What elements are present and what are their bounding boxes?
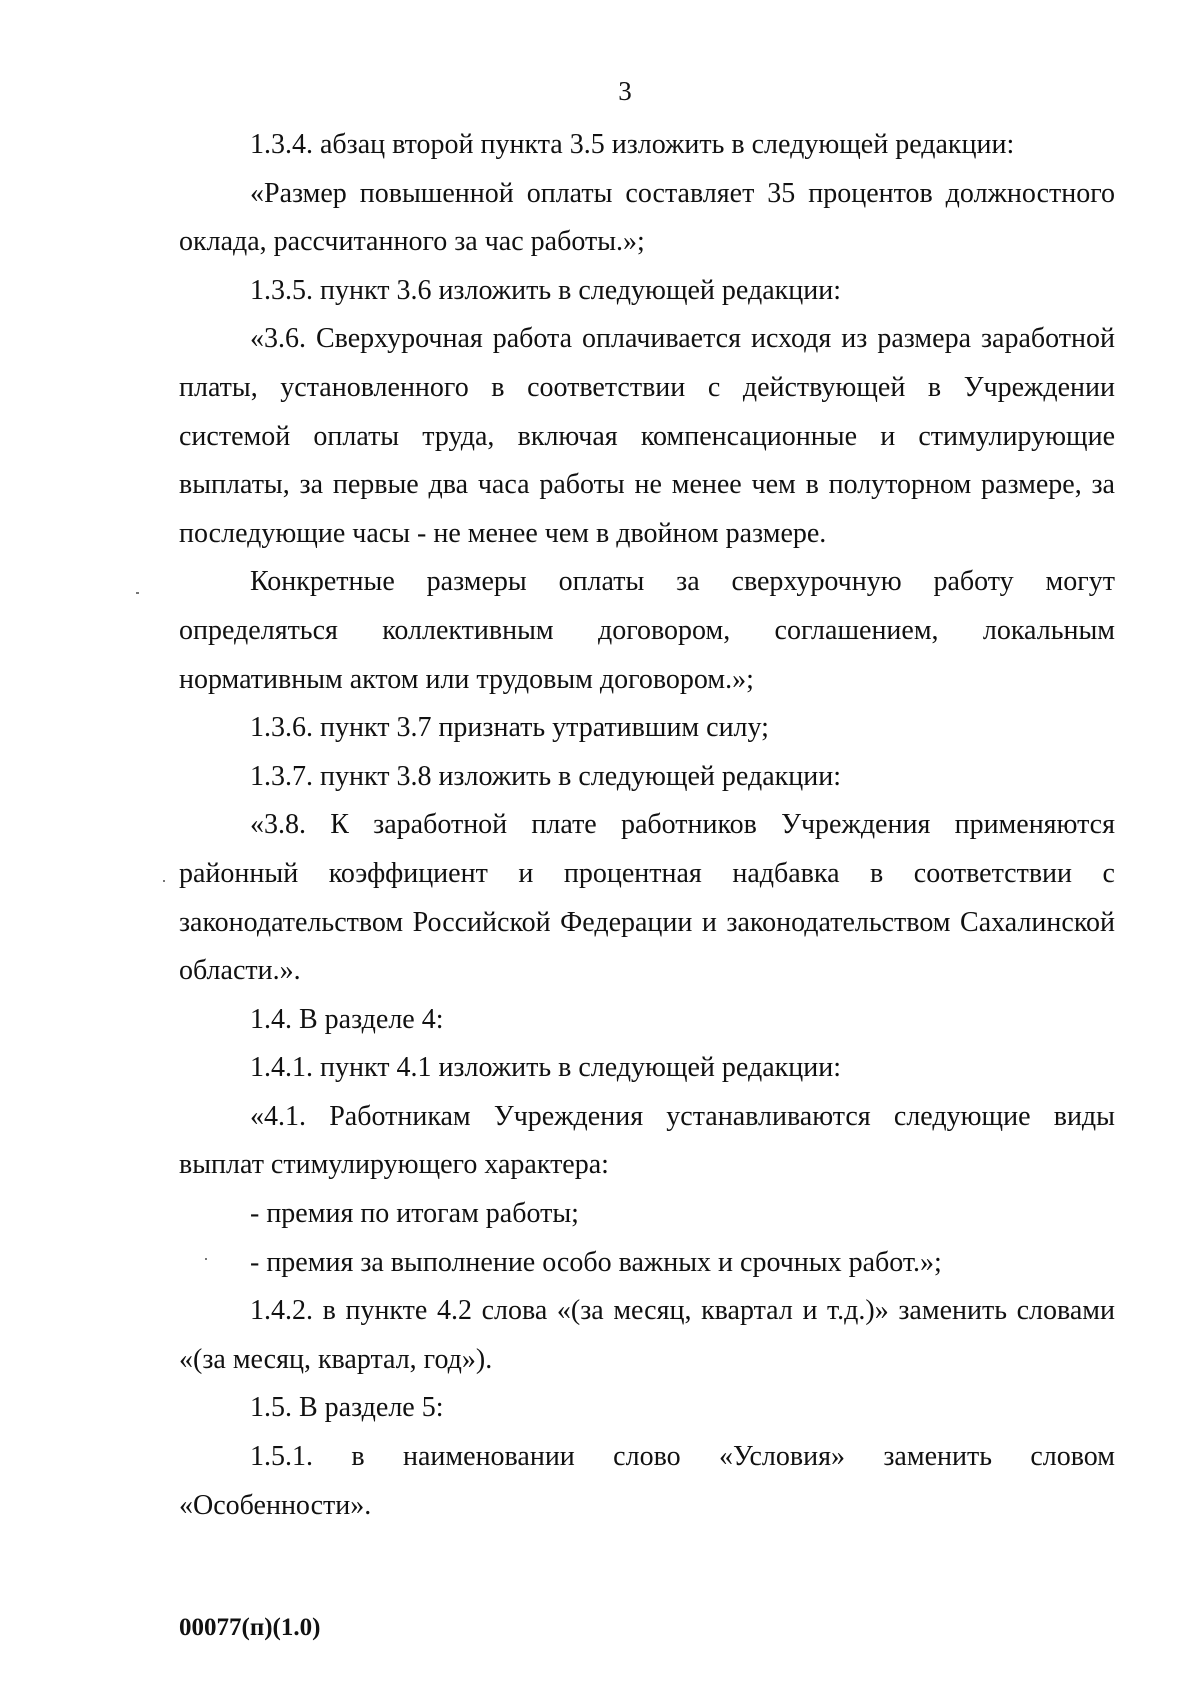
paragraph-1-3-4: 1.3.4. абзац второй пункта 3.5 изложить в следующей редакции: bbox=[250, 129, 1015, 160]
paragraph-specific-rates: Конкретные размеры оплаты за сверхурочную работу могут определяться коллективным договором, соглашением, локальным нормативным актом или трудовым договором.»; bbox=[179, 566, 1115, 695]
paragraph-1-4-2: 1.4.2. в пункте 4.2 слова «(за месяц, квартал и т.д.)» заменить словами «(за месяц, квартал, год»). bbox=[179, 1295, 1115, 1375]
paragraph-1-5-1: 1.5.1. в наименовании слово «Условия» заменить словом «Особенности». bbox=[179, 1441, 1115, 1521]
paragraph-1-3-5: 1.3.5. пункт 3.6 изложить в следующей редакции: bbox=[250, 274, 841, 306]
list-item-bonus-results: - премия по итогам работы; bbox=[250, 1198, 579, 1230]
paragraph-1-4-1: 1.4.1. пункт 4.1 изложить в следующей редакции: bbox=[250, 1052, 841, 1084]
document-body bbox=[179, 121, 1115, 1530]
paragraph-1-3-6: 1.3.6. пункт 3.7 признать утратившим силу; bbox=[250, 712, 769, 744]
page-number: 3 bbox=[618, 76, 632, 106]
paragraph-1-4: 1.4. В разделе 4: bbox=[250, 1003, 444, 1035]
paragraph-quote-3-8: «3.8. К заработной плате работников Учреждения применяются районный коэффициент и процентная надбавка в соответствии с законодательством Российской Федерации и законодательством Сахалинской области.». bbox=[179, 809, 1115, 987]
scan-speck bbox=[163, 880, 165, 882]
scan-speck bbox=[136, 592, 139, 594]
document-code: 00077(п)(1.0) bbox=[179, 1614, 321, 1641]
scan-speck bbox=[205, 1258, 207, 1260]
paragraph-1-5: 1.5. В разделе 5: bbox=[250, 1392, 444, 1424]
paragraph-1-3-7: 1.3.7. пункт 3.8 изложить в следующей редакции: bbox=[250, 760, 841, 792]
paragraph-quote-3-5: «Размер повышенной оплаты составляет 35 процентов должностного оклада, рассчитанного за час работы.»; bbox=[179, 177, 1115, 258]
paragraph-quote-4-1: «4.1. Работникам Учреждения устанавливаются следующие виды выплат стимулирующего характера: bbox=[179, 1100, 1115, 1181]
list-item-bonus-urgent: - премия за выполнение особо важных и срочных работ.»; bbox=[250, 1246, 942, 1278]
paragraph-quote-3-6: «3.6. Сверхурочная работа оплачивается исходя из размера заработной платы, установленного в соответствии с действующей в Учреждении системой оплаты труда, включая компенсационные и стимулирующие выплаты, за первые два часа работы не менее чем в полуторном размере, за последующие часы - не менее чем в двойном размере. bbox=[179, 323, 1115, 549]
